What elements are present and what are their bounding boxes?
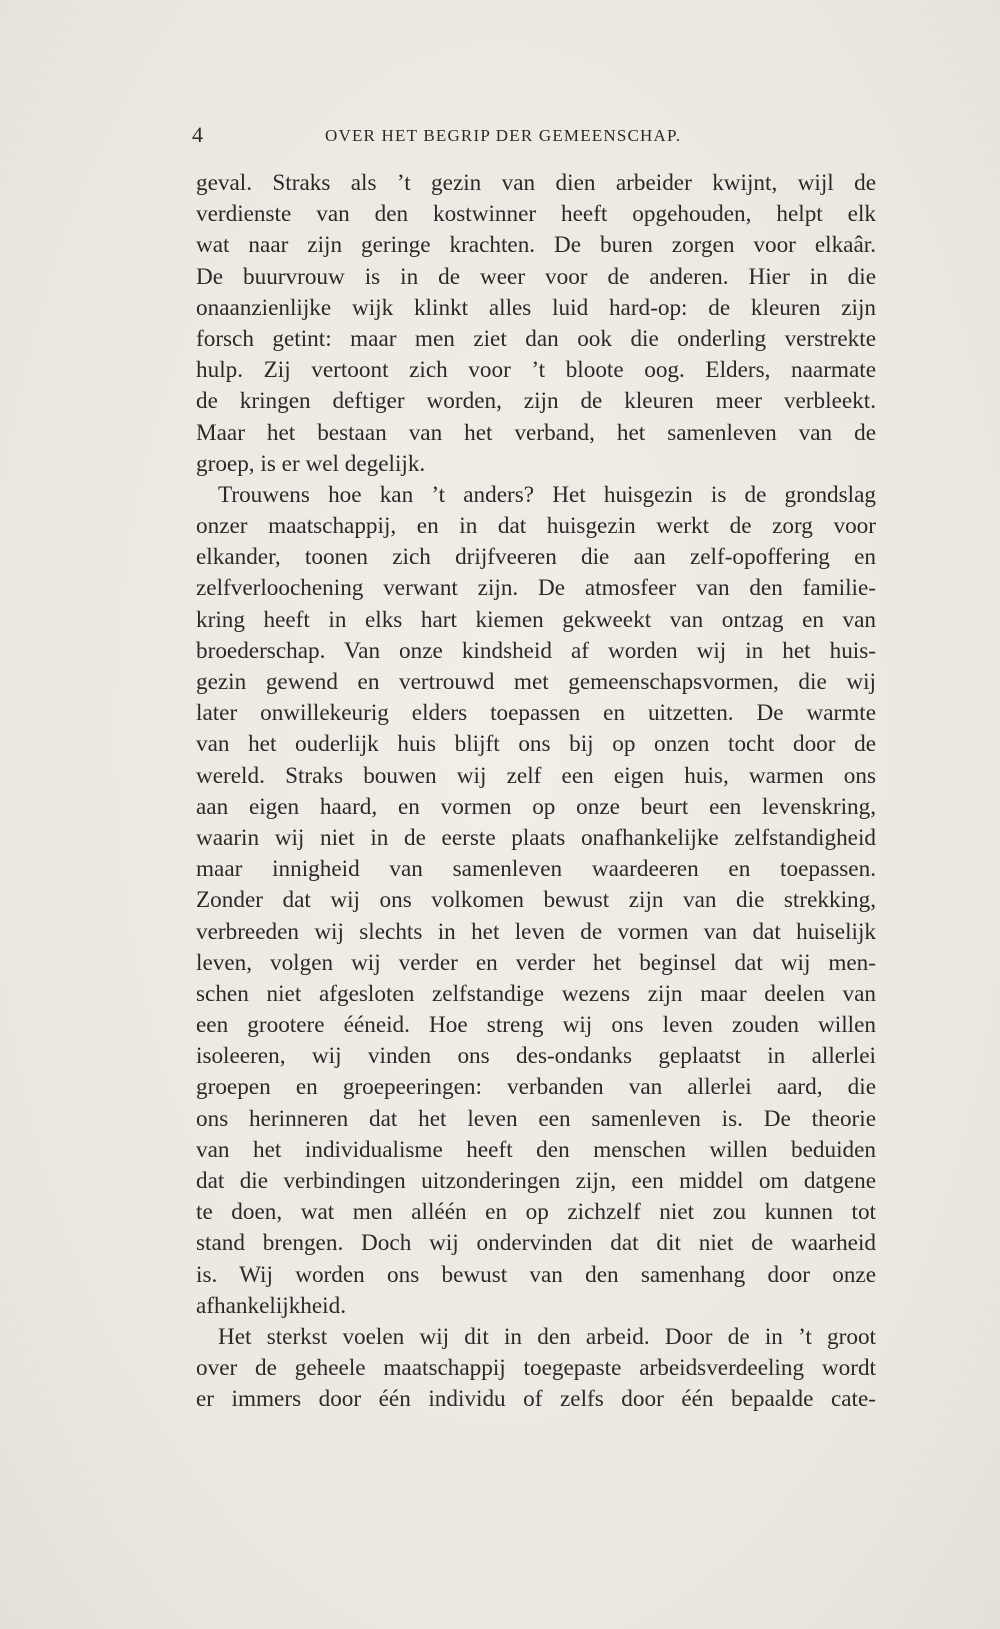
text-line: geval. Straks als ’t gezin van dien arbeider kwijnt, wijl de — [196, 170, 876, 196]
text-line: is. Wij worden ons bewust van den samenhang door onze — [196, 1261, 876, 1288]
text-line: gezin gewend en vertrouwd met gemeenschapsvormen, die wij — [196, 669, 876, 695]
text-line: groepen en groepeeringen: verbanden van allerlei aard, die — [196, 1074, 876, 1101]
text-line: een grootere ééneid. Hoe streng wij ons leven zouden willen — [196, 1012, 876, 1039]
text-line: verdienste van den kostwinner heeft opgehouden, helpt elk — [196, 201, 876, 228]
body-text — [196, 168, 876, 1416]
text-line: Maar het bestaan van het verband, het samenleven van de — [196, 419, 876, 446]
text-line: later onwillekeurig elders toepassen en uitzetten. De warmte — [196, 700, 876, 727]
text-line: wat naar zijn geringe krachten. De buren zorgen voor elkaâr. — [196, 232, 876, 259]
text-line: De buurvrouw is in de weer voor de anderen. Hier in die — [196, 263, 876, 290]
running-title: OVER HET BEGRIP DER GEMEENSCHAP. — [325, 126, 682, 145]
text-line: onaanzienlijke wijk klinkt alles luid hard-op: de kleuren zijn — [196, 294, 876, 321]
text-line: aan eigen haard, en vormen op onze beurt een levenskring, — [196, 793, 876, 820]
text-line: Zonder dat wij ons volkomen bewust zijn van die strekking, — [196, 887, 876, 914]
running-header — [192, 122, 864, 152]
text-line: maar innigheid van samenleven waardeeren en toepassen. — [196, 856, 876, 883]
text-line: van het individualisme heeft den menschen willen beduiden — [196, 1136, 876, 1163]
text-line: dat die verbindingen uitzonderingen zijn, een middel om datgene — [196, 1168, 876, 1194]
text-line: er immers door één individu of zelfs door één bepaalde cate- — [196, 1386, 876, 1413]
page-number: 4 — [192, 122, 203, 147]
text-line: groep, is er wel degelijk. — [196, 450, 426, 477]
text-line: broederschap. Van onze kindsheid af worden wij in het huis- — [196, 637, 876, 664]
text-line: onzer maatschappij, en in dat huisgezin werkt de zorg voor — [196, 513, 876, 540]
text-line: Het sterkst voelen wij dit in den arbeid. Door de in ’t groot — [218, 1323, 876, 1350]
text-line: over de geheele maatschappij toegepaste arbeidsverdeeling wordt — [196, 1355, 876, 1382]
text-line: verbreeden wij slechts in het leven de vormen van dat huiselijk — [196, 918, 876, 945]
text-line: van het ouderlijk huis blijft ons bij op onzen tocht door de — [196, 731, 876, 758]
text-line: Trouwens hoe kan ’t anders? Het huisgezin is de grondslag — [218, 481, 876, 508]
text-line: schen niet afgesloten zelfstandige wezens zijn maar deelen van — [196, 980, 876, 1007]
text-line: ons herinneren dat het leven een samenleven is. De theorie — [196, 1105, 876, 1132]
text-line: leven, volgen wij verder en verder het beginsel dat wij men- — [196, 949, 876, 976]
text-line: te doen, wat men alléén en op zichzelf niet zou kunnen tot — [196, 1199, 876, 1226]
text-line: isoleeren, wij vinden ons des-ondanks geplaatst in allerlei — [196, 1043, 876, 1070]
text-line: forsch getint: maar men ziet dan ook die onderling verstrekte — [196, 325, 876, 352]
text-line: de kringen deftiger worden, zijn de kleuren meer verbleekt. — [196, 388, 876, 415]
text-line: wereld. Straks bouwen wij zelf een eigen huis, warmen ons — [196, 762, 876, 789]
text-line: hulp. Zij vertoont zich voor ’t bloote oog. Elders, naarmate — [196, 357, 876, 384]
text-line: zelfverloochening verwant zijn. De atmosfeer van den familie- — [196, 575, 876, 602]
text-line: kring heeft in elks hart kiemen gekweekt van ontzag en van — [196, 606, 876, 633]
text-line: stand brengen. Doch wij ondervinden dat dit niet de waarheid — [196, 1230, 876, 1257]
text-line: waarin wij niet in de eerste plaats onafhankelijke zelfstandigheid — [196, 824, 876, 851]
text-line: elkander, toonen zich drijfveeren die aan zelf-opoffering en — [196, 544, 876, 571]
text-line: afhankelijkheid. — [196, 1292, 347, 1319]
